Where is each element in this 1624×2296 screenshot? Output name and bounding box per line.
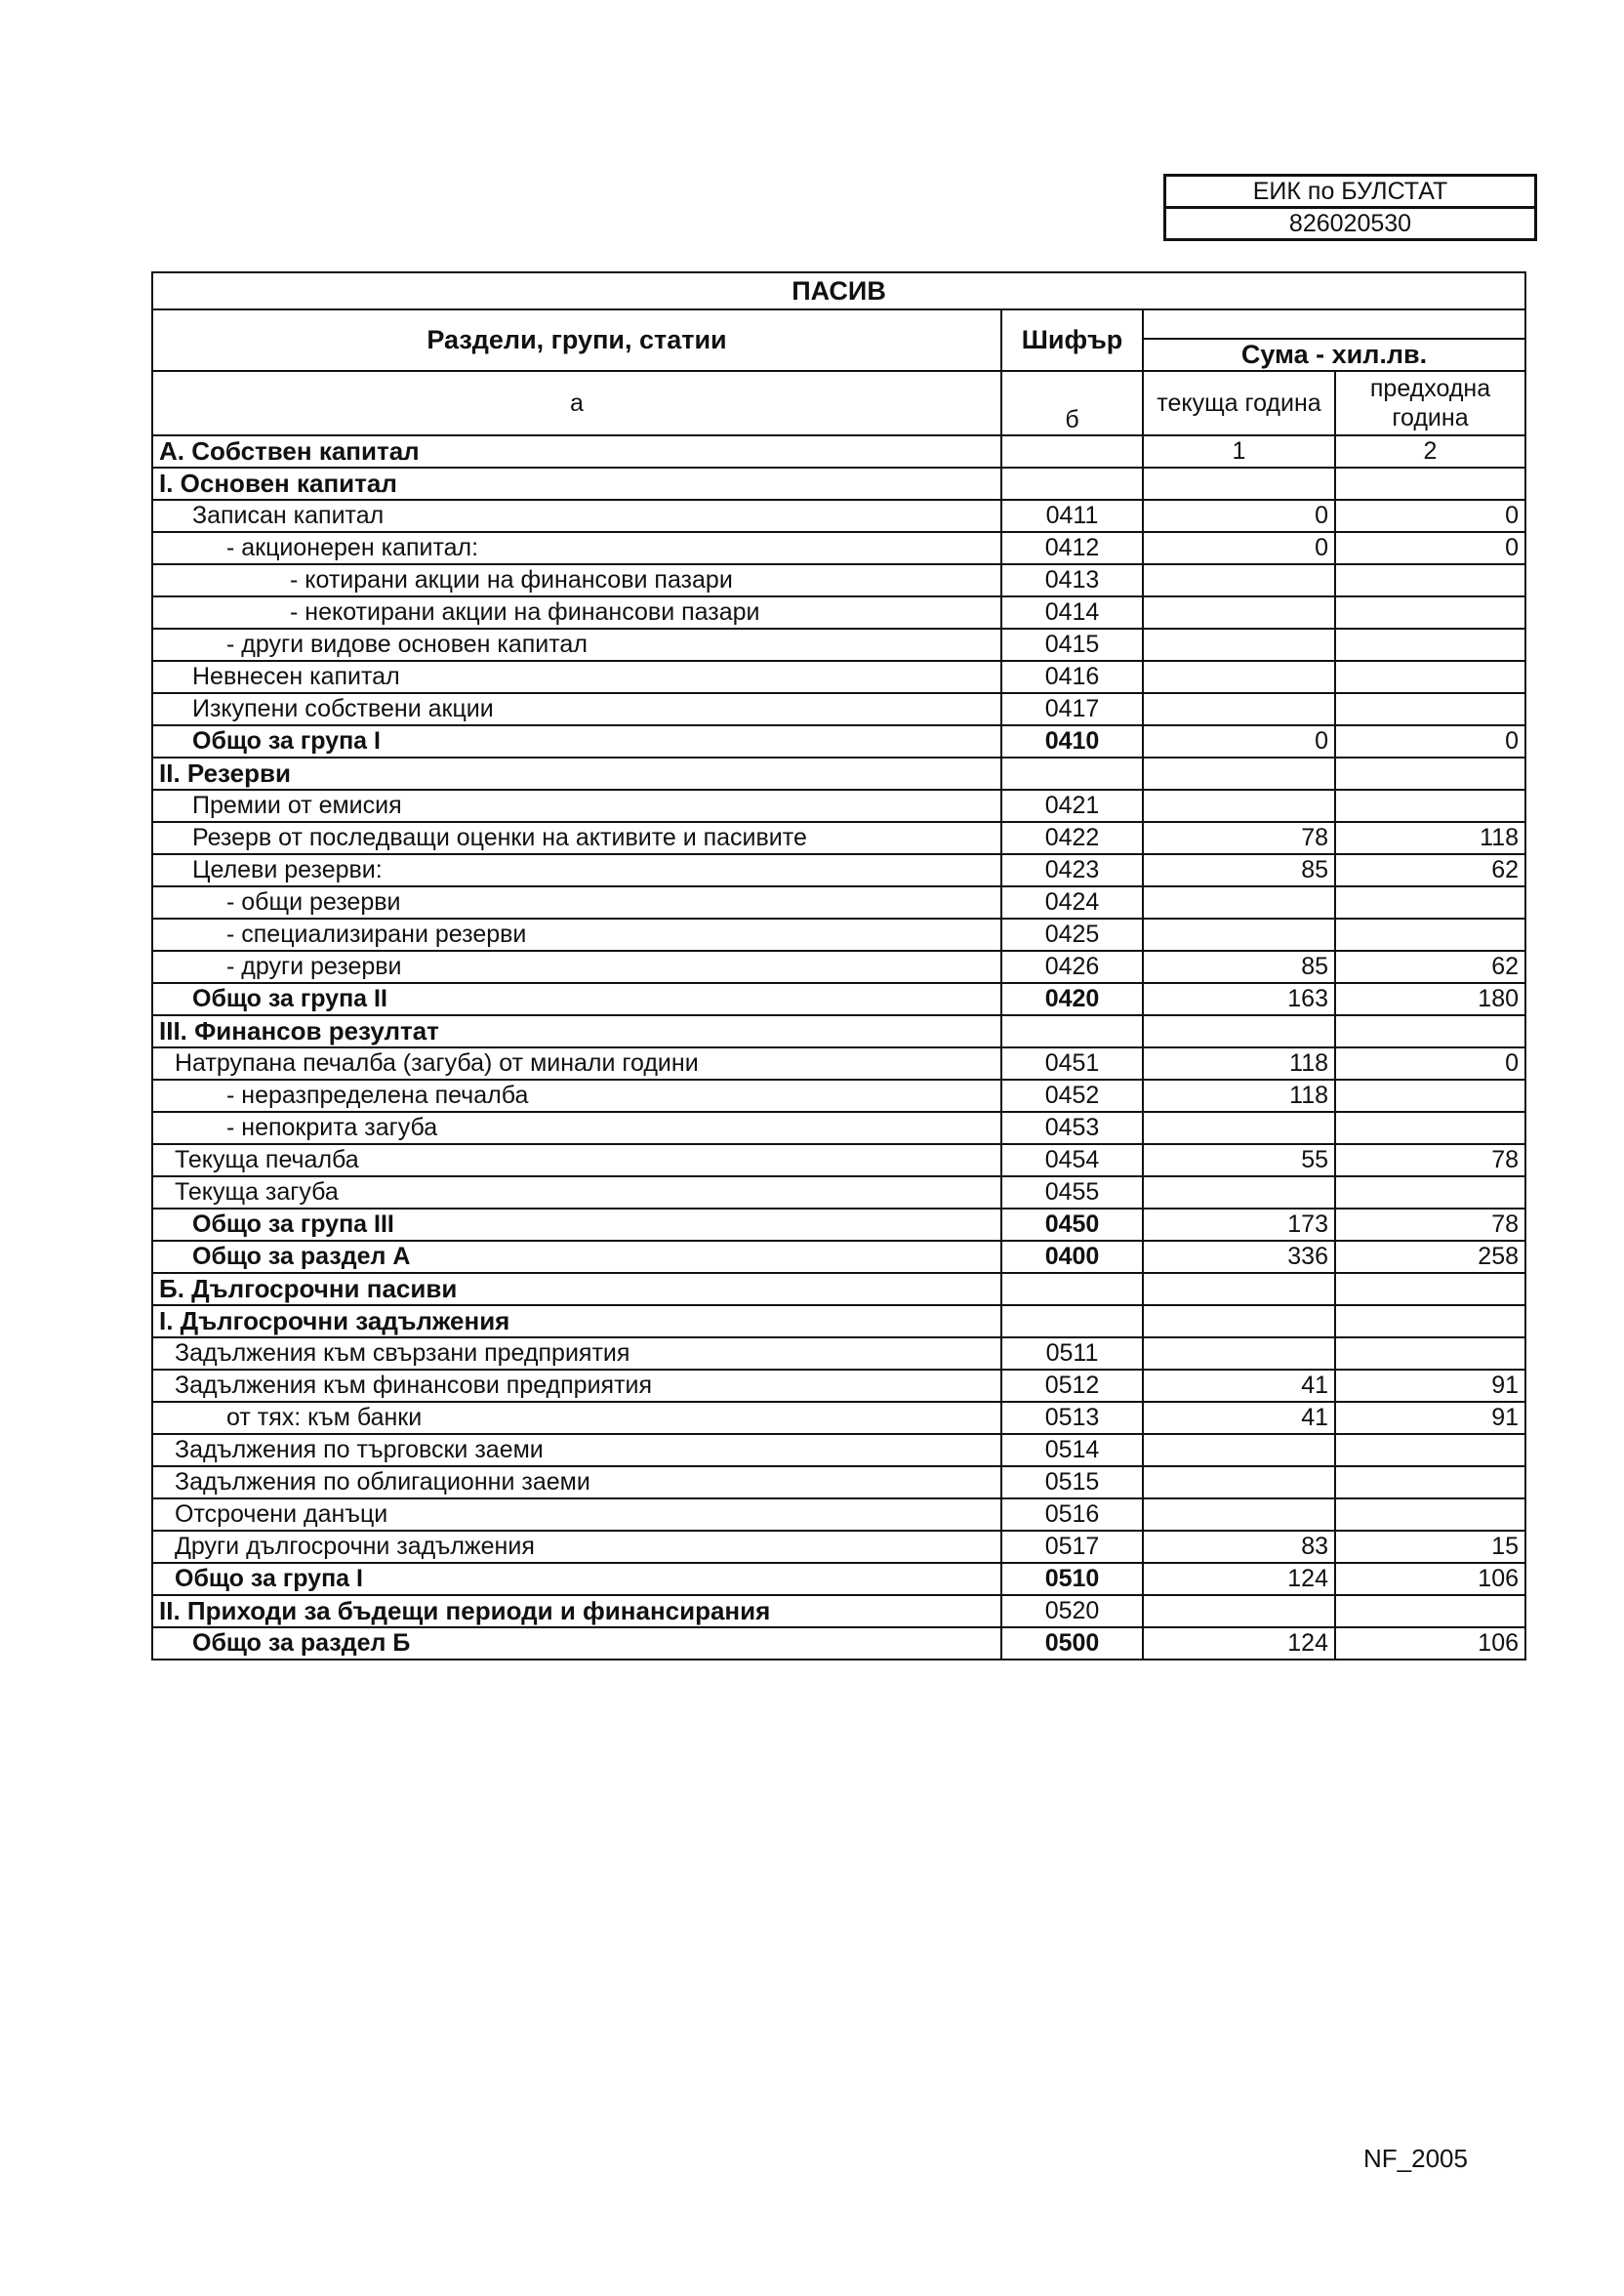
- table-row: [152, 951, 1525, 983]
- row-current-year: 118: [1143, 1080, 1335, 1112]
- row-label: - неразпределена печалба: [152, 1080, 1001, 1112]
- table-row: [152, 1627, 1525, 1660]
- row-previous-year: [1335, 693, 1525, 725]
- row-previous-year: [1335, 1305, 1525, 1337]
- row-current-year: 0: [1143, 532, 1335, 564]
- row-label: - специализирани резерви: [152, 919, 1001, 951]
- row-label: Задължения по облигационни заеми: [152, 1466, 1001, 1498]
- row-label: - акционерен капитал:: [152, 532, 1001, 564]
- row-code: 0520: [1001, 1595, 1143, 1627]
- mark-a: а: [152, 371, 1001, 435]
- row-previous-year: [1335, 661, 1525, 693]
- row-label: от тях: към банки: [152, 1402, 1001, 1434]
- table-row: [152, 629, 1525, 661]
- amount-header-spacer: [1143, 309, 1525, 339]
- row-code: 0412: [1001, 532, 1143, 564]
- row-label: Целеви резерви:: [152, 854, 1001, 886]
- row-label: Изкупени собствени акции: [152, 693, 1001, 725]
- row-label: Задължения към свързани предприятия: [152, 1337, 1001, 1370]
- row-code: [1001, 468, 1143, 500]
- row-label: Общо за раздел А: [152, 1241, 1001, 1273]
- row-code: 0400: [1001, 1241, 1143, 1273]
- table-title: ПАСИВ: [152, 272, 1525, 309]
- row-previous-year: [1335, 1337, 1525, 1370]
- row-code: 0455: [1001, 1176, 1143, 1209]
- row-label: Общо за група II: [152, 983, 1001, 1015]
- table-row: [152, 1531, 1525, 1563]
- row-previous-year: 15: [1335, 1531, 1525, 1563]
- row-previous-year: 62: [1335, 951, 1525, 983]
- row-previous-year: 258: [1335, 1241, 1525, 1273]
- table-row: [152, 725, 1525, 758]
- row-label: - други резерви: [152, 951, 1001, 983]
- mark-2: 2: [1335, 435, 1525, 468]
- table-row: [152, 983, 1525, 1015]
- row-current-year: [1143, 1176, 1335, 1209]
- row-code: 0415: [1001, 629, 1143, 661]
- row-current-year: [1143, 1305, 1335, 1337]
- row-previous-year: 78: [1335, 1144, 1525, 1176]
- row-current-year: 85: [1143, 854, 1335, 886]
- liabilities-table: [151, 271, 1526, 1660]
- row-label: Невнесен капитал: [152, 661, 1001, 693]
- row-label: Общо за група I: [152, 1563, 1001, 1595]
- table-row: [152, 1209, 1525, 1241]
- row-code: 0426: [1001, 951, 1143, 983]
- row-code: 0424: [1001, 886, 1143, 919]
- table-row: [152, 1273, 1525, 1305]
- table-row: [152, 468, 1525, 500]
- form-code: NF_2005: [1363, 2144, 1468, 2173]
- table-row: [152, 564, 1525, 596]
- row-code: [1001, 1015, 1143, 1047]
- row-previous-year: [1335, 629, 1525, 661]
- row-current-year: [1143, 1434, 1335, 1466]
- row-code: 0452: [1001, 1080, 1143, 1112]
- row-code: 0420: [1001, 983, 1143, 1015]
- row-label: Общо за група I: [152, 725, 1001, 758]
- row-current-year: [1143, 468, 1335, 500]
- row-previous-year: [1335, 886, 1525, 919]
- table-row: [152, 1370, 1525, 1402]
- table-row: [152, 1080, 1525, 1112]
- row-previous-year: 118: [1335, 822, 1525, 854]
- row-label: II. Приходи за бъдещи периоди и финансирания: [152, 1595, 1001, 1627]
- row-previous-year: 62: [1335, 854, 1525, 886]
- row-previous-year: 106: [1335, 1563, 1525, 1595]
- table-row: [152, 1434, 1525, 1466]
- row-code: 0425: [1001, 919, 1143, 951]
- row-code: 0516: [1001, 1498, 1143, 1531]
- row-current-year: 78: [1143, 822, 1335, 854]
- row-current-year: 41: [1143, 1402, 1335, 1434]
- row-label: Б. Дългосрочни пасиви: [152, 1273, 1001, 1305]
- row-current-year: [1143, 1595, 1335, 1627]
- row-code: 0454: [1001, 1144, 1143, 1176]
- table-row: [152, 1241, 1525, 1273]
- row-code: 0453: [1001, 1112, 1143, 1144]
- row-previous-year: 106: [1335, 1627, 1525, 1660]
- row-label: Общо за група III: [152, 1209, 1001, 1241]
- row-current-year: [1143, 564, 1335, 596]
- row-previous-year: 0: [1335, 725, 1525, 758]
- row-current-year: [1143, 661, 1335, 693]
- col-previous-header: предходна година: [1335, 371, 1525, 435]
- row-previous-year: [1335, 1434, 1525, 1466]
- row-previous-year: 78: [1335, 1209, 1525, 1241]
- row-label: А. Собствен капитал: [152, 435, 1001, 468]
- mark-1: 1: [1143, 435, 1335, 468]
- mark-b: б: [1001, 371, 1143, 435]
- table-row: [152, 1176, 1525, 1209]
- row-code: 0422: [1001, 822, 1143, 854]
- row-label: - непокрита загуба: [152, 1112, 1001, 1144]
- col-current-header: текуща година: [1143, 371, 1335, 435]
- row-current-year: 0: [1143, 725, 1335, 758]
- table-row: [152, 854, 1525, 886]
- row-previous-year: [1335, 596, 1525, 629]
- row-previous-year: [1335, 1176, 1525, 1209]
- row-current-year: 85: [1143, 951, 1335, 983]
- row-code: 0511: [1001, 1337, 1143, 1370]
- row-previous-year: [1335, 1015, 1525, 1047]
- table-row: [152, 1466, 1525, 1498]
- row-previous-year: [1335, 758, 1525, 790]
- row-label: I. Дългосрочни задължения: [152, 1305, 1001, 1337]
- row-current-year: [1143, 1112, 1335, 1144]
- row-code: 0515: [1001, 1466, 1143, 1498]
- row-code: 0417: [1001, 693, 1143, 725]
- table-row: [152, 1595, 1525, 1627]
- table-row: [152, 1112, 1525, 1144]
- row-code: 0414: [1001, 596, 1143, 629]
- row-current-year: 336: [1143, 1241, 1335, 1273]
- row-previous-year: [1335, 1273, 1525, 1305]
- row-previous-year: [1335, 790, 1525, 822]
- row-previous-year: 180: [1335, 983, 1525, 1015]
- row-previous-year: 0: [1335, 532, 1525, 564]
- row-current-year: 55: [1143, 1144, 1335, 1176]
- row-label: Общо за раздел Б: [152, 1627, 1001, 1660]
- eik-label: ЕИК по БУЛСТАТ: [1166, 177, 1534, 209]
- row-current-year: 173: [1143, 1209, 1335, 1241]
- table-row: [152, 435, 1525, 468]
- table-row: [152, 1563, 1525, 1595]
- row-code: 0513: [1001, 1402, 1143, 1434]
- row-previous-year: 0: [1335, 500, 1525, 532]
- row-current-year: [1143, 790, 1335, 822]
- table-row: [152, 1144, 1525, 1176]
- table-row: [152, 661, 1525, 693]
- row-label: - общи резерви: [152, 886, 1001, 919]
- row-label: - некотирани акции на финансови пазари: [152, 596, 1001, 629]
- row-label: Натрупана печалба (загуба) от минали години: [152, 1047, 1001, 1080]
- row-previous-year: 0: [1335, 1047, 1525, 1080]
- row-current-year: 118: [1143, 1047, 1335, 1080]
- table-row: [152, 1305, 1525, 1337]
- row-current-year: [1143, 1498, 1335, 1531]
- row-label: Текуща печалба: [152, 1144, 1001, 1176]
- row-code: 0512: [1001, 1370, 1143, 1402]
- row-previous-year: [1335, 1466, 1525, 1498]
- table-row: [152, 532, 1525, 564]
- row-current-year: 124: [1143, 1627, 1335, 1660]
- row-previous-year: 91: [1335, 1370, 1525, 1402]
- eik-value: 826020530: [1288, 210, 1412, 237]
- row-current-year: [1143, 1273, 1335, 1305]
- row-previous-year: 91: [1335, 1402, 1525, 1434]
- table-row: [152, 758, 1525, 790]
- col-sections-header: Раздели, групи, статии: [152, 309, 1001, 371]
- row-code: [1001, 435, 1143, 468]
- table-row: [152, 693, 1525, 725]
- row-label: Други дългосрочни задължения: [152, 1531, 1001, 1563]
- row-current-year: [1143, 919, 1335, 951]
- col-code-header: Шифър: [1001, 309, 1143, 371]
- eik-box: [1163, 174, 1537, 241]
- table-row: [152, 1402, 1525, 1434]
- table-row: [152, 919, 1525, 951]
- table-row: [152, 1015, 1525, 1047]
- row-previous-year: [1335, 1595, 1525, 1627]
- row-code: 0413: [1001, 564, 1143, 596]
- row-label: - други видове основен капитал: [152, 629, 1001, 661]
- row-label: III. Финансов резултат: [152, 1015, 1001, 1047]
- row-previous-year: [1335, 919, 1525, 951]
- table-row: [152, 596, 1525, 629]
- row-current-year: [1143, 886, 1335, 919]
- table-row: [152, 1337, 1525, 1370]
- row-current-year: [1143, 758, 1335, 790]
- table-row: [152, 822, 1525, 854]
- row-previous-year: [1335, 564, 1525, 596]
- table-row: [152, 790, 1525, 822]
- row-label: Задължения към финансови предприятия: [152, 1370, 1001, 1402]
- row-current-year: 163: [1143, 983, 1335, 1015]
- row-current-year: [1143, 629, 1335, 661]
- row-code: 0411: [1001, 500, 1143, 532]
- row-label: Задължения по търговски заеми: [152, 1434, 1001, 1466]
- row-current-year: 124: [1143, 1563, 1335, 1595]
- row-current-year: 41: [1143, 1370, 1335, 1402]
- row-label: Отсрочени данъци: [152, 1498, 1001, 1531]
- row-code: [1001, 758, 1143, 790]
- row-code: 0423: [1001, 854, 1143, 886]
- row-label: - котирани акции на финансови пазари: [152, 564, 1001, 596]
- row-code: 0416: [1001, 661, 1143, 693]
- row-label: I. Основен капитал: [152, 468, 1001, 500]
- row-code: [1001, 1273, 1143, 1305]
- row-code: 0410: [1001, 725, 1143, 758]
- table-row: [152, 1047, 1525, 1080]
- row-code: [1001, 1305, 1143, 1337]
- row-current-year: 0: [1143, 500, 1335, 532]
- table-row: [152, 500, 1525, 532]
- table-row: [152, 1498, 1525, 1531]
- row-code: 0421: [1001, 790, 1143, 822]
- row-current-year: 83: [1143, 1531, 1335, 1563]
- row-previous-year: [1335, 468, 1525, 500]
- row-code: 0517: [1001, 1531, 1143, 1563]
- row-current-year: [1143, 1466, 1335, 1498]
- table-row: [152, 886, 1525, 919]
- row-label: Премии от емисия: [152, 790, 1001, 822]
- row-current-year: [1143, 693, 1335, 725]
- row-code: 0510: [1001, 1563, 1143, 1595]
- row-previous-year: [1335, 1498, 1525, 1531]
- row-label: Текуща загуба: [152, 1176, 1001, 1209]
- row-code: 0451: [1001, 1047, 1143, 1080]
- row-previous-year: [1335, 1080, 1525, 1112]
- row-code: 0514: [1001, 1434, 1143, 1466]
- row-label: Резерв от последващи оценки на активите и пасивите: [152, 822, 1001, 854]
- col-amount-header: Сума - хил.лв.: [1143, 339, 1525, 371]
- row-code: 0500: [1001, 1627, 1143, 1660]
- row-label: II. Резерви: [152, 758, 1001, 790]
- row-current-year: [1143, 1015, 1335, 1047]
- row-previous-year: [1335, 1112, 1525, 1144]
- table-body: [152, 435, 1525, 1660]
- row-label: Записан капитал: [152, 500, 1001, 532]
- row-current-year: [1143, 1337, 1335, 1370]
- row-current-year: [1143, 596, 1335, 629]
- row-code: 0450: [1001, 1209, 1143, 1241]
